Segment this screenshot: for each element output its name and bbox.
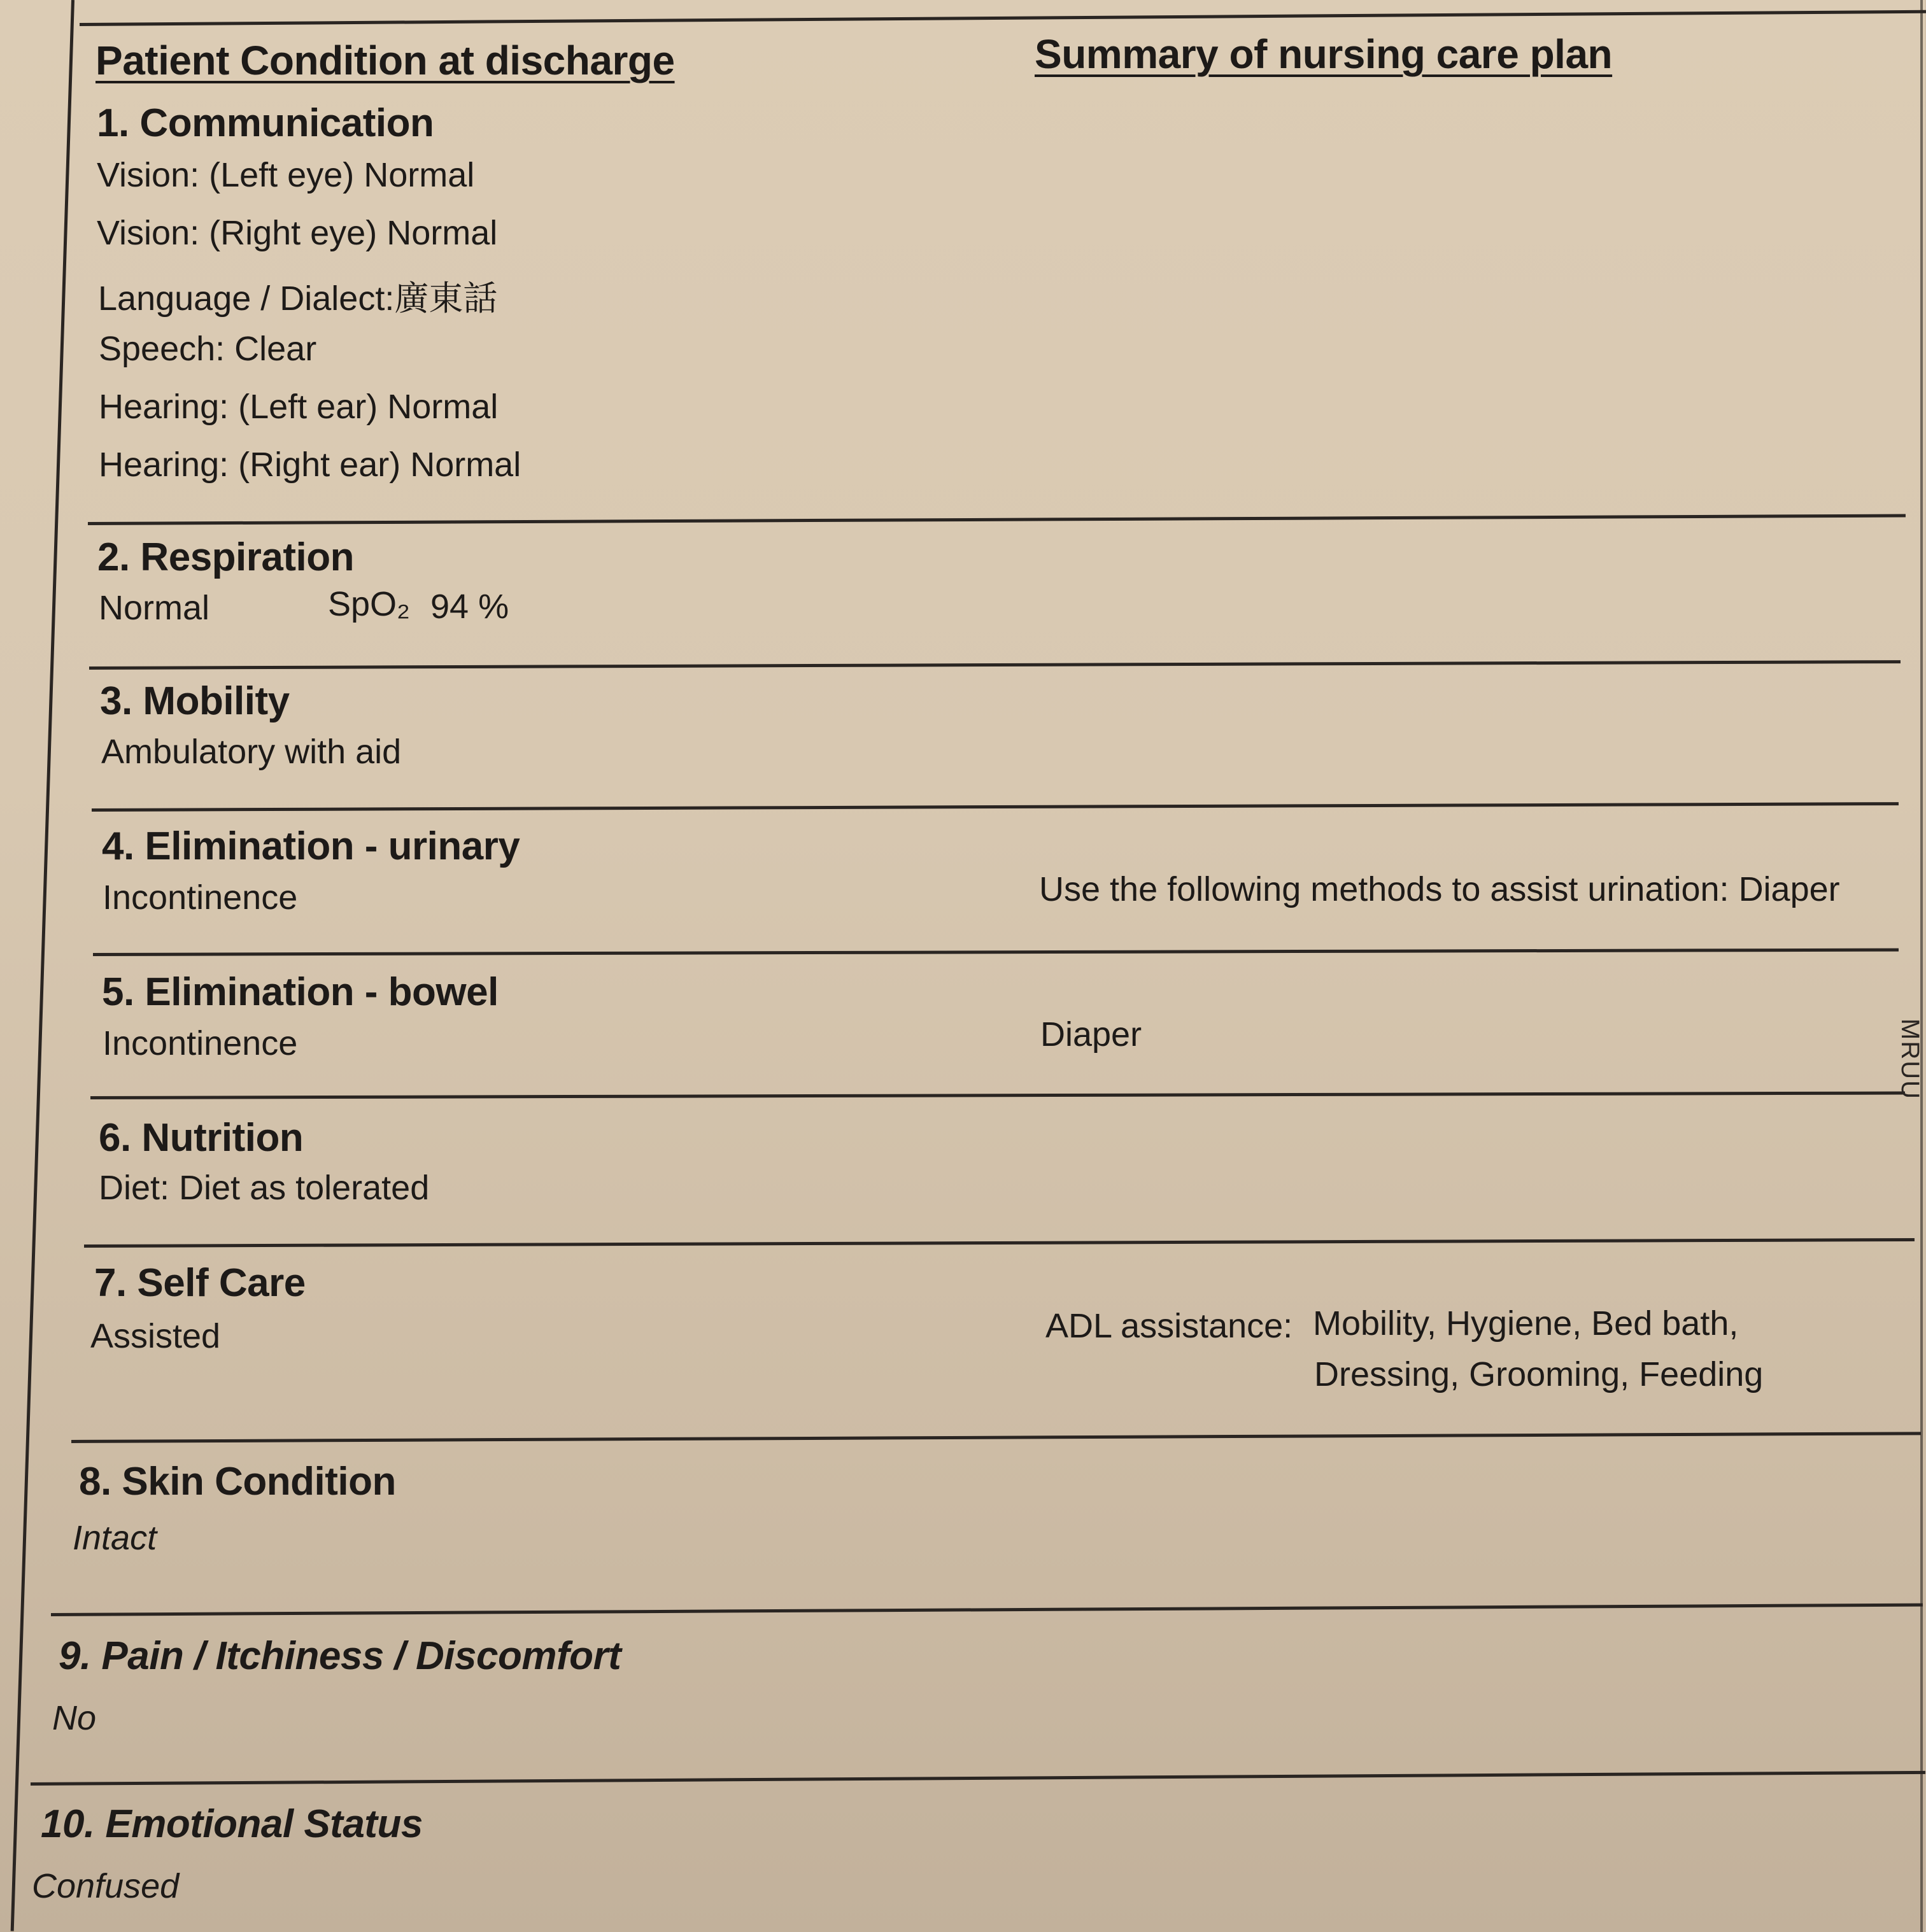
spo2-value: 94 %	[430, 588, 509, 626]
section-pain-title: 9. Pain / Itchiness / Discomfort	[59, 1634, 621, 1678]
divider-6	[84, 1238, 1915, 1248]
hearing-right-ear: Hearing: (Right ear) Normal	[99, 446, 521, 484]
divider-9	[31, 1771, 1925, 1786]
section-mobility-title: 3. Mobility	[100, 679, 290, 723]
pain-status: No	[52, 1699, 97, 1737]
adl-assistance-line-2: Dressing, Grooming, Feeding	[1314, 1355, 1764, 1393]
bowel-status: Incontinence	[103, 1024, 298, 1062]
section-self-care-title: 7. Self Care	[94, 1261, 306, 1305]
language-dialect: Language / Dialect:廣東話	[98, 279, 498, 318]
right-border-line	[1920, 0, 1923, 1932]
divider-1	[88, 514, 1906, 525]
adl-assistance-label: ADL assistance:	[1045, 1307, 1293, 1345]
adl-assistance-line-1: Mobility, Hygiene, Bed bath,	[1313, 1304, 1739, 1343]
urinary-care-plan: Use the following methods to assist urination: Diaper	[1039, 870, 1840, 908]
hearing-left-ear: Hearing: (Left ear) Normal	[99, 388, 499, 426]
divider-7	[71, 1432, 1921, 1443]
section-nutrition-title: 6. Nutrition	[99, 1116, 304, 1160]
divider-3	[92, 802, 1899, 812]
self-care-status: Assisted	[90, 1317, 221, 1355]
nutrition-diet: Diet: Diet as tolerated	[99, 1169, 430, 1207]
nursing-care-plan-header: Summary of nursing care plan	[1035, 31, 1613, 77]
urinary-status: Incontinence	[103, 878, 298, 917]
section-elimination-urinary-title: 4. Elimination - urinary	[102, 824, 520, 868]
bowel-care-plan: Diaper	[1040, 1015, 1142, 1054]
section-communication-title: 1. Communication	[97, 101, 434, 145]
divider-2	[89, 660, 1901, 670]
skin-condition-status: Intact	[73, 1519, 157, 1557]
emotional-status: Confused	[32, 1867, 180, 1905]
vision-left-eye: Vision: (Left eye) Normal	[97, 156, 475, 194]
section-emotional-status-title: 10. Emotional Status	[41, 1802, 423, 1846]
respiration-status: Normal	[99, 589, 210, 627]
mobility-status: Ambulatory with aid	[101, 733, 402, 771]
top-border-line	[80, 10, 1926, 26]
vision-right-eye: Vision: (Right eye) Normal	[97, 214, 498, 252]
speech: Speech: Clear	[99, 330, 317, 368]
divider-4	[93, 948, 1899, 956]
margin-stamp: MRUU	[1896, 1019, 1924, 1100]
divider-5	[90, 1092, 1905, 1099]
section-elimination-bowel-title: 5. Elimination - bowel	[102, 970, 499, 1014]
patient-condition-header: Patient Condition at discharge	[96, 38, 675, 83]
divider-8	[51, 1604, 1923, 1616]
section-respiration-title: 2. Respiration	[97, 535, 354, 579]
spo2-label: SpO₂	[328, 585, 411, 623]
section-skin-condition-title: 8. Skin Condition	[79, 1460, 396, 1504]
